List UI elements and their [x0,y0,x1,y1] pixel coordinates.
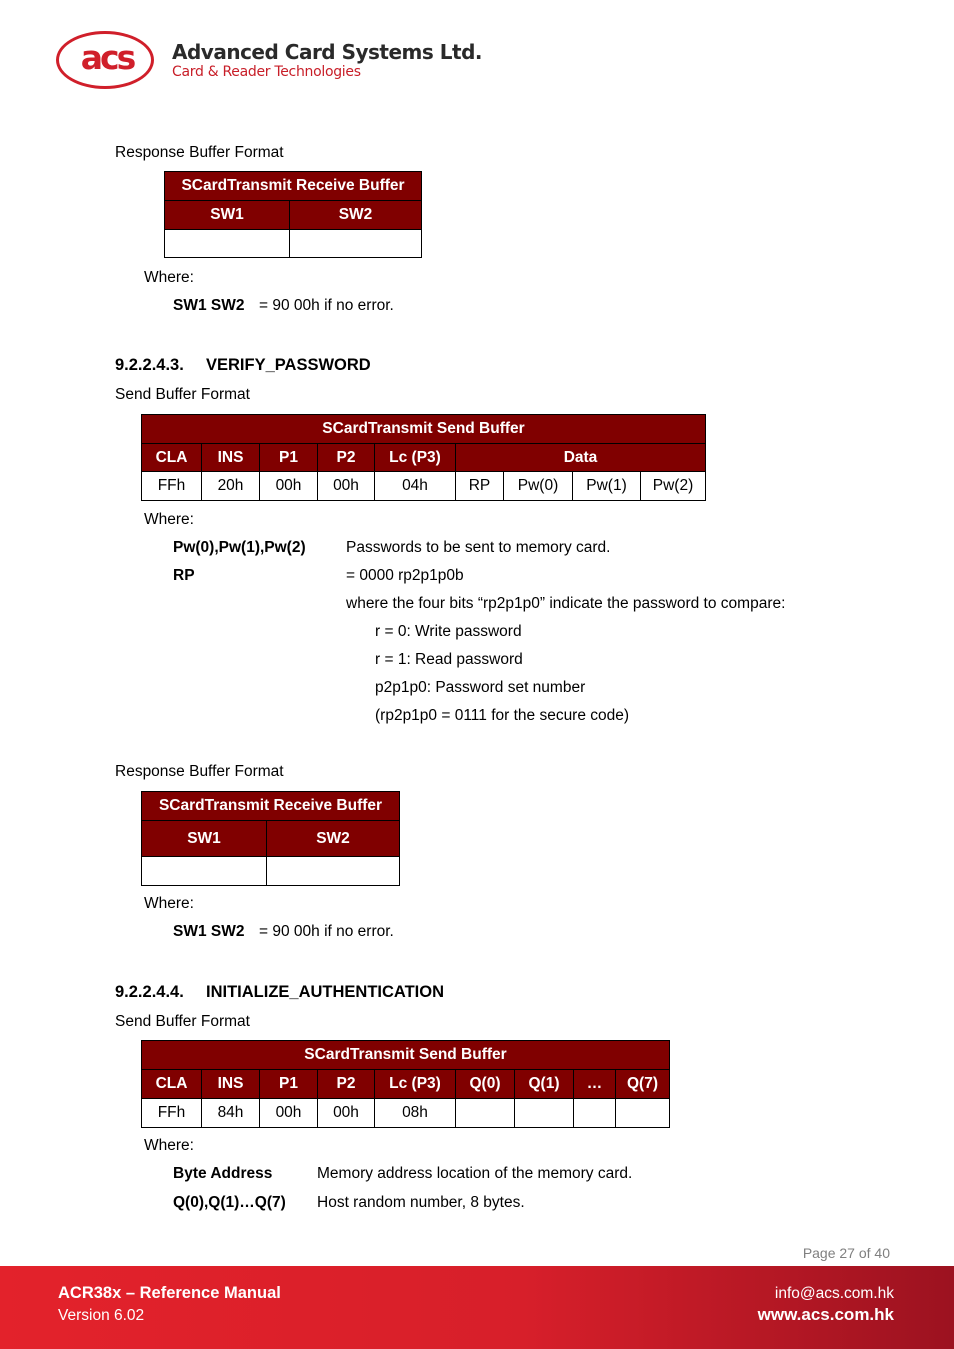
def-value: Passwords to be sent to memory card. [346,539,611,556]
def-sub-item: r = 1: Read password [375,651,523,668]
cell: 04h [375,472,456,501]
cell: RP [456,472,504,501]
section-number: 9.2.2.4.3. [115,356,184,374]
col-sw2: SW2 [290,201,422,230]
logo-text: acs [80,38,134,77]
table-title: SCardTransmit Receive Buffer [142,792,400,821]
where-label: Where: [144,269,194,286]
col-ins: INS [202,444,260,472]
def-term: SW1 SW2 [173,297,245,314]
cell: Pw(0) [504,472,573,501]
send-buffer-table [141,414,706,501]
col-ins: INS [202,1070,260,1099]
def-term: Q(0),Q(1)…Q(7) [173,1194,286,1211]
def-sub-item: (rp2p1p0 = 0111 for the secure code) [375,707,630,724]
section-title: INITIALIZE_AUTHENTICATION [206,983,445,1001]
where-label: Where: [144,895,194,912]
col-sw1: SW1 [165,201,290,230]
col-data: Data [456,444,706,472]
send-buffer-label: Send Buffer Format [115,386,250,403]
section-number: 9.2.2.4.4. [115,983,184,1001]
page-number: Page 27 of 40 [802,1245,890,1261]
cell: 00h [260,1099,318,1128]
col-q1: Q(1) [515,1070,574,1099]
table-title: SCardTransmit Send Buffer [142,415,706,444]
def-sub-item: r = 0: Write password [375,623,522,640]
footer-title: ACR38x – Reference Manual [58,1284,281,1302]
def-term: RP [173,567,195,584]
cell: 84h [202,1099,260,1128]
cell: 20h [202,472,260,501]
cell: FFh [142,472,202,501]
cell [515,1099,574,1128]
footer [0,1266,954,1349]
def-value: Memory address location of the memory card. [317,1165,633,1182]
company-name: Advanced Card Systems Ltd. [172,40,482,64]
col-q7: Q(7) [616,1070,670,1099]
def-value: = 0000 rp2p1p0b [346,567,464,584]
cell: Pw(2) [641,472,706,501]
def-value: = 90 00h if no error. [259,297,394,314]
cell-sw2 [290,230,422,258]
def-value: = 90 00h if no error. [259,923,394,940]
col-cla: CLA [142,444,202,472]
col-p2: P2 [318,1070,375,1099]
cell: 00h [318,472,375,501]
def-term: Pw(0),Pw(1),Pw(2) [173,539,306,556]
footer-version: Version 6.02 [58,1307,145,1324]
section-title: VERIFY_PASSWORD [206,356,371,374]
col-p2: P2 [318,444,375,472]
def-term: SW1 SW2 [173,923,245,940]
send-buffer-label: Send Buffer Format [115,1013,250,1030]
def-value: Host random number, 8 bytes. [317,1194,525,1211]
footer-website[interactable]: www.acs.com.hk [757,1305,894,1324]
cell: Pw(1) [573,472,641,501]
cell-sw2 [267,857,400,886]
col-lc: Lc (P3) [375,1070,456,1099]
where-label: Where: [144,1137,194,1154]
col-ellipsis: … [574,1070,616,1099]
receive-buffer-table [164,171,422,258]
cell-sw1 [142,857,267,886]
def-value: where the four bits “rp2p1p0” indicate the password to compare: [346,595,786,612]
col-lc: Lc (P3) [375,444,456,472]
cell: FFh [142,1099,202,1128]
cell [574,1099,616,1128]
def-term: Byte Address [173,1165,273,1182]
footer-email[interactable]: info@acs.com.hk [774,1285,894,1302]
cell: 00h [260,472,318,501]
table-title: SCardTransmit Receive Buffer [165,172,422,201]
col-cla: CLA [142,1070,202,1099]
where-label: Where: [144,511,194,528]
col-sw1: SW1 [142,821,267,857]
cell: 00h [318,1099,375,1128]
cell: 08h [375,1099,456,1128]
response-buffer-label: Response Buffer Format [115,144,284,161]
cell [456,1099,515,1128]
col-p1: P1 [260,1070,318,1099]
company-tagline: Card & Reader Technologies [172,64,361,80]
table-title: SCardTransmit Send Buffer [142,1041,670,1070]
response-buffer-label: Response Buffer Format [115,763,284,780]
col-p1: P1 [260,444,318,472]
cell [616,1099,670,1128]
receive-buffer-table [141,791,400,886]
col-q0: Q(0) [456,1070,515,1099]
col-sw2: SW2 [267,821,400,857]
cell-sw1 [165,230,290,258]
send-buffer-table [141,1040,670,1128]
def-sub-item: p2p1p0: Password set number [375,679,586,696]
